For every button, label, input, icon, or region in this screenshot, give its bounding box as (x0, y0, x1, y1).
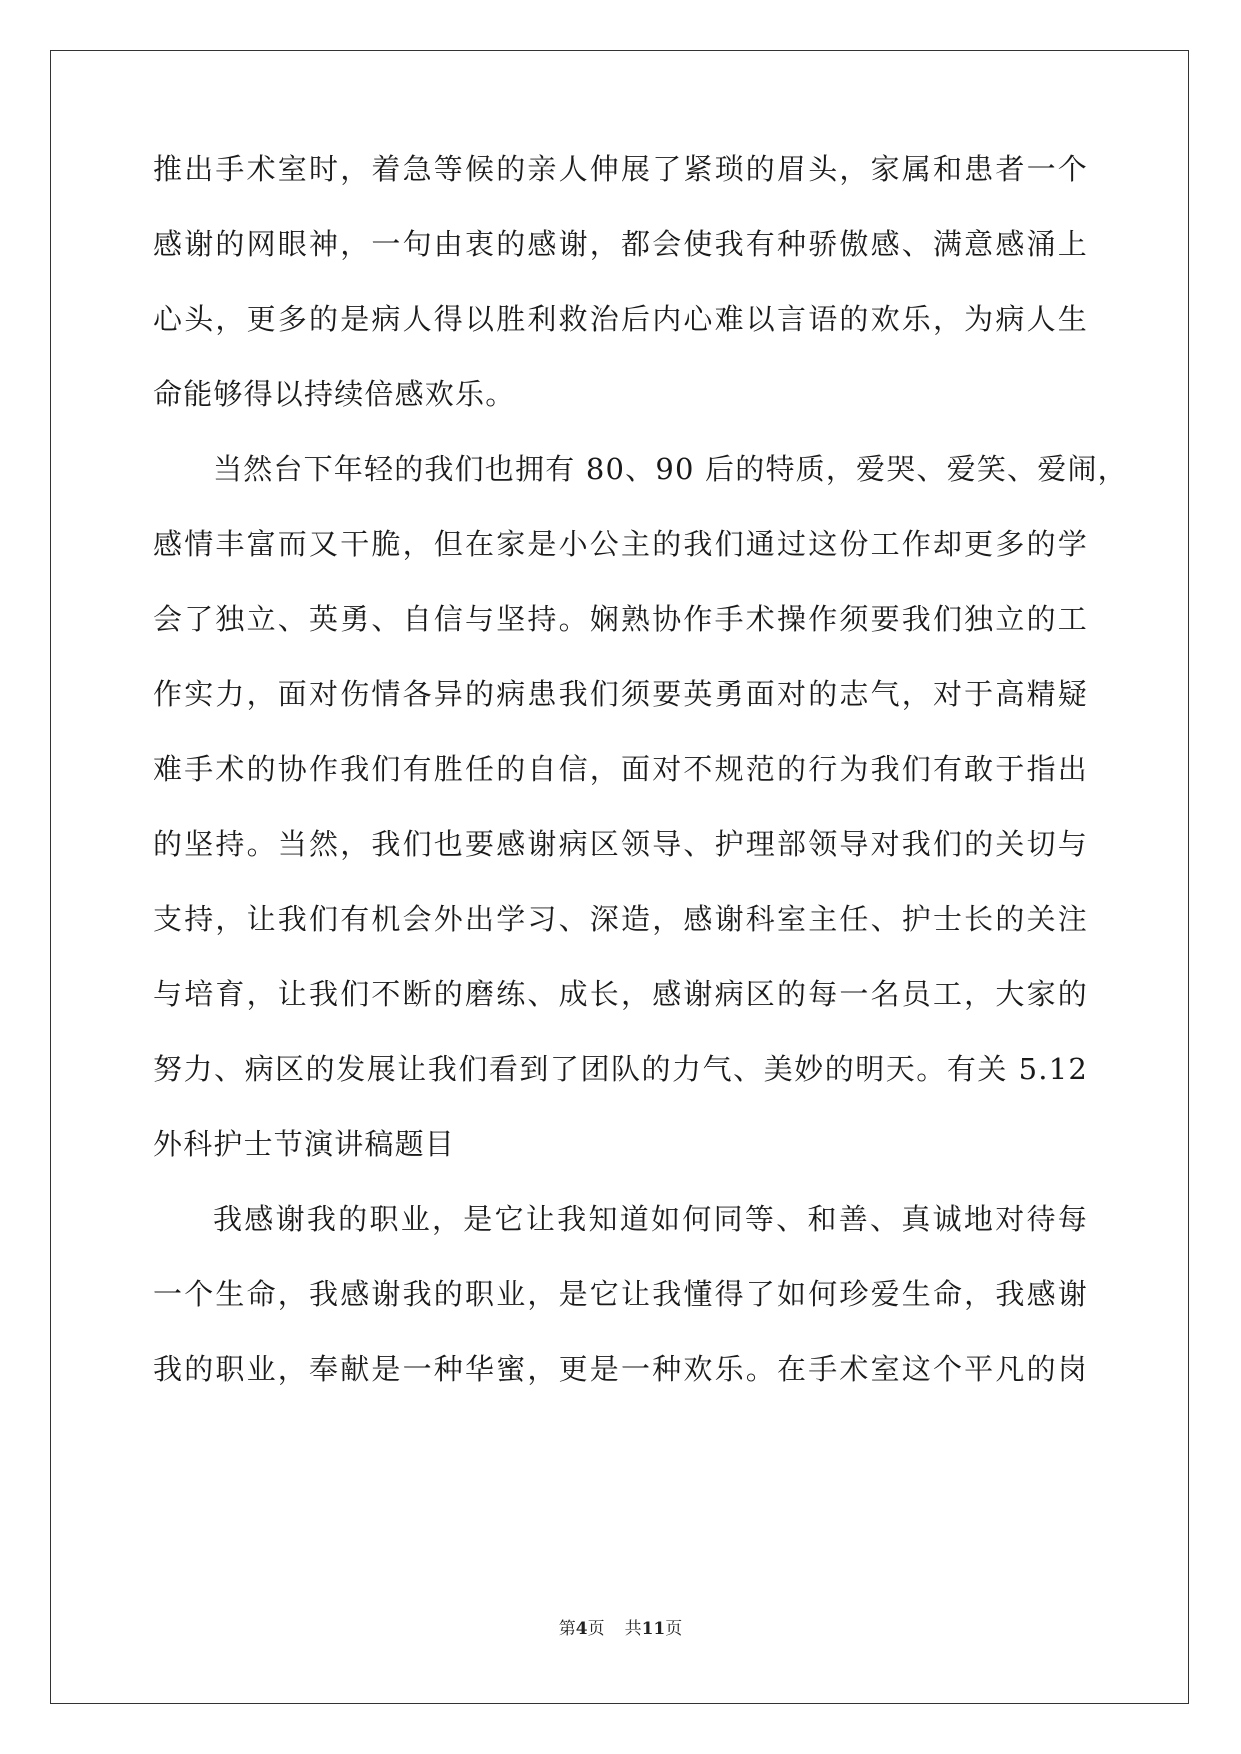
text-line: 与培育，让我们不断的磨练、成长，感谢病区的每一名员工，大家的 (153, 977, 1088, 1011)
text-line: 感情丰富而又干脆，但在家是小公主的我们通过这份工作却更多的学 (153, 527, 1088, 561)
total-suffix: 页 (665, 1619, 683, 1639)
text-line: 支持，让我们有机会外出学习、深造，感谢科室主任、护士长的关注 (153, 902, 1088, 936)
page-footer (0, 1617, 1241, 1641)
text-line: 外科护士节演讲稿题目 (153, 1127, 456, 1161)
text-line: 努力、病区的发展让我们看到了团队的力气、美妙的明天。有关 5.12 (153, 1052, 1088, 1086)
text-line: 我感谢我的职业，是它让我知道如何同等、和善、真诚地对待每 (213, 1202, 1088, 1236)
text-line: 心头，更多的是病人得以胜利救治后内心难以言语的欢乐，为病人生 (153, 302, 1088, 336)
page-current: 4 (575, 1619, 588, 1639)
text-line: 命能够得以持续倍感欢乐。 (153, 377, 516, 411)
text-line: 一个生命，我感谢我的职业，是它让我懂得了如何珍爱生命，我感谢 (153, 1277, 1088, 1311)
text-line: 感谢的网眼神，一句由衷的感谢，都会使我有种骄傲感、满意感涌上 (153, 227, 1088, 261)
text-line: 我的职业，奉献是一种华蜜，更是一种欢乐。在手术室这个平凡的岗 (153, 1352, 1088, 1386)
text-line: 会了独立、英勇、自信与坚持。娴熟协作手术操作须要我们独立的工 (153, 602, 1088, 636)
page-total: 11 (641, 1619, 666, 1639)
page-suffix: 页 (587, 1619, 605, 1639)
page-prefix: 第 (558, 1619, 576, 1639)
text-line: 作实力，面对伤情各异的病患我们须要英勇面对的志气，对于高精疑 (153, 677, 1088, 711)
total-prefix: 共 (624, 1619, 642, 1639)
text-line: 推出手术室时，着急等候的亲人伸展了紧琐的眉头，家属和患者一个 (153, 152, 1088, 186)
text-line: 当然台下年轻的我们也拥有 80、90 后的特质，爱哭、爱笑、爱闹， (213, 452, 1128, 486)
text-line: 的坚持。当然，我们也要感谢病区领导、护理部领导对我们的关切与 (153, 827, 1088, 861)
text-line: 难手术的协作我们有胜任的自信，面对不规范的行为我们有敢于指出 (153, 752, 1088, 786)
